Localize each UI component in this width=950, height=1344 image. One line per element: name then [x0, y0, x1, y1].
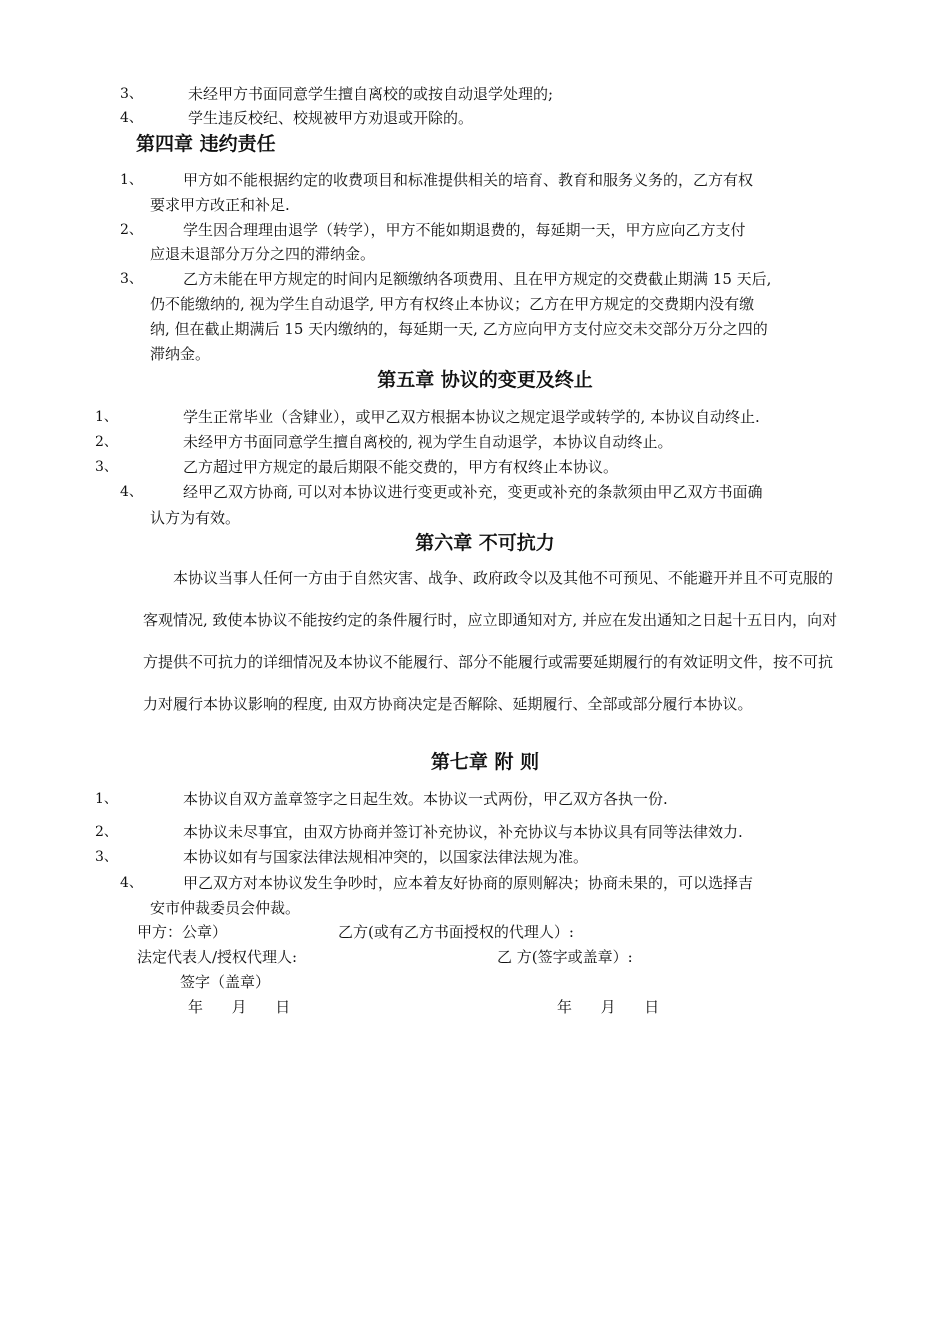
item-number: 4、	[120, 875, 143, 891]
item-text: 学生因合理理由退学（转学），甲方不能如期退费的，每延期一天，甲方应向乙方支付	[183, 221, 746, 239]
party-b-agent-label: 乙方(或有乙方书面授权的代理人）:	[338, 923, 574, 941]
item-text: 乙方超过甲方规定的最后期限不能交费的，甲方有权终止本协议。	[183, 458, 619, 476]
item-text: 未经甲方书面同意学生擅自离校的, 视为学生自动退学，本协议自动终止。	[183, 433, 673, 451]
item-text: 本协议如有与国家法律法规相冲突的，以国家法律法规为准。	[183, 848, 589, 866]
force-majeure-paragraph: 本协议当事人任何一方由于自然灾害、战争、政府政令以及其他不可预见、不能避开并且不可克服的客观情况, 致使本协议不能按约定的条件履行时，应立即通知对方, 并应在发出通知之日起十五日内，向对方提供不可抗力的详细情况及本协议不能履行、部分不能履行或需要延期履行的有效证明文件，按不可抗力对履行本协议影响的程度, 由双方协商决定是否解除、延期履行、全部或部分履行本协议。	[143, 569, 838, 713]
item-text-cont: 安市仲裁委员会仲裁。	[150, 899, 301, 917]
item-text-cont: 要求甲方改正和补足.	[150, 196, 290, 214]
chapter-6-title: 第六章 不可抗力	[415, 532, 555, 554]
item-number: 3、	[120, 86, 143, 102]
item-number: 1、	[120, 172, 143, 188]
party-b-sign-label: 乙 方(签字或盖章）:	[497, 948, 633, 966]
item-number: 2、	[95, 434, 118, 450]
chapter-7-title: 第七章 附 则	[430, 751, 540, 773]
item-text-cont: 滞纳金。	[150, 345, 211, 363]
chapter-5-title: 第五章 协议的变更及终止	[377, 369, 593, 391]
item-number: 2、	[95, 824, 118, 840]
item-text: 学生正常毕业（含肄业），或甲乙双方根据本协议之规定退学或转学的, 本协议自动终止.	[183, 408, 760, 426]
item-text: 经甲乙双方协商, 可以对本协议进行变更或补充，变更或补充的条款须由甲乙双方书面确	[183, 483, 763, 501]
item-number: 2、	[120, 222, 143, 238]
sign-seal-label: 签字（盖章）	[180, 973, 271, 991]
item-text-cont: 纳, 但在截止期满后 15 天内缴纳的，每延期一天, 乙方应向甲方支付应交未交部分万分之四的	[150, 320, 768, 338]
item-number: 3、	[120, 271, 143, 287]
item-text-cont: 应退未退部分万分之四的滞纳金。	[150, 245, 376, 263]
chapter-4-title: 第四章 违约责任	[136, 133, 276, 155]
item-text-cont: 仍不能缴纳的, 视为学生自动退学, 甲方有权终止本协议；乙方在甲方规定的交费期内没有缴	[150, 295, 755, 313]
item-text: 学生违反校纪、校规被甲方劝退或开除的。	[188, 109, 474, 127]
date-left: 年 月 日	[188, 998, 291, 1016]
item-number: 3、	[95, 849, 118, 865]
item-number: 1、	[95, 409, 118, 425]
item-text: 甲乙双方对本协议发生争吵时，应本着友好协商的原则解决；协商未果的，可以选择吉	[183, 874, 754, 892]
item-number: 1、	[95, 791, 118, 807]
party-a-seal-label: 甲方：公章）	[137, 923, 228, 941]
legal-representative-label: 法定代表人/授权代理人:	[137, 948, 298, 966]
item-text: 未经甲方书面同意学生擅自离校的或按自动退学处理的;	[188, 85, 554, 103]
item-text: 本协议自双方盖章签字之日起生效。本协议一式两份，甲乙双方各执一份.	[183, 790, 668, 808]
item-number: 4、	[120, 110, 143, 126]
item-text: 乙方未能在甲方规定的时间内足额缴纳各项费用、且在甲方规定的交费截止期满 15 天后,	[183, 270, 772, 288]
item-text-cont: 认方为有效。	[150, 509, 241, 527]
item-text: 本协议未尽事宜，由双方协商并签订补充协议，补充协议与本协议具有同等法律效力.	[183, 823, 743, 841]
item-text: 甲方如不能根据约定的收费项目和标准提供相关的培育、教育和服务义务的，乙方有权	[183, 171, 754, 189]
date-right: 年 月 日	[557, 998, 660, 1016]
item-number: 4、	[120, 484, 143, 500]
item-number: 3、	[95, 459, 118, 475]
